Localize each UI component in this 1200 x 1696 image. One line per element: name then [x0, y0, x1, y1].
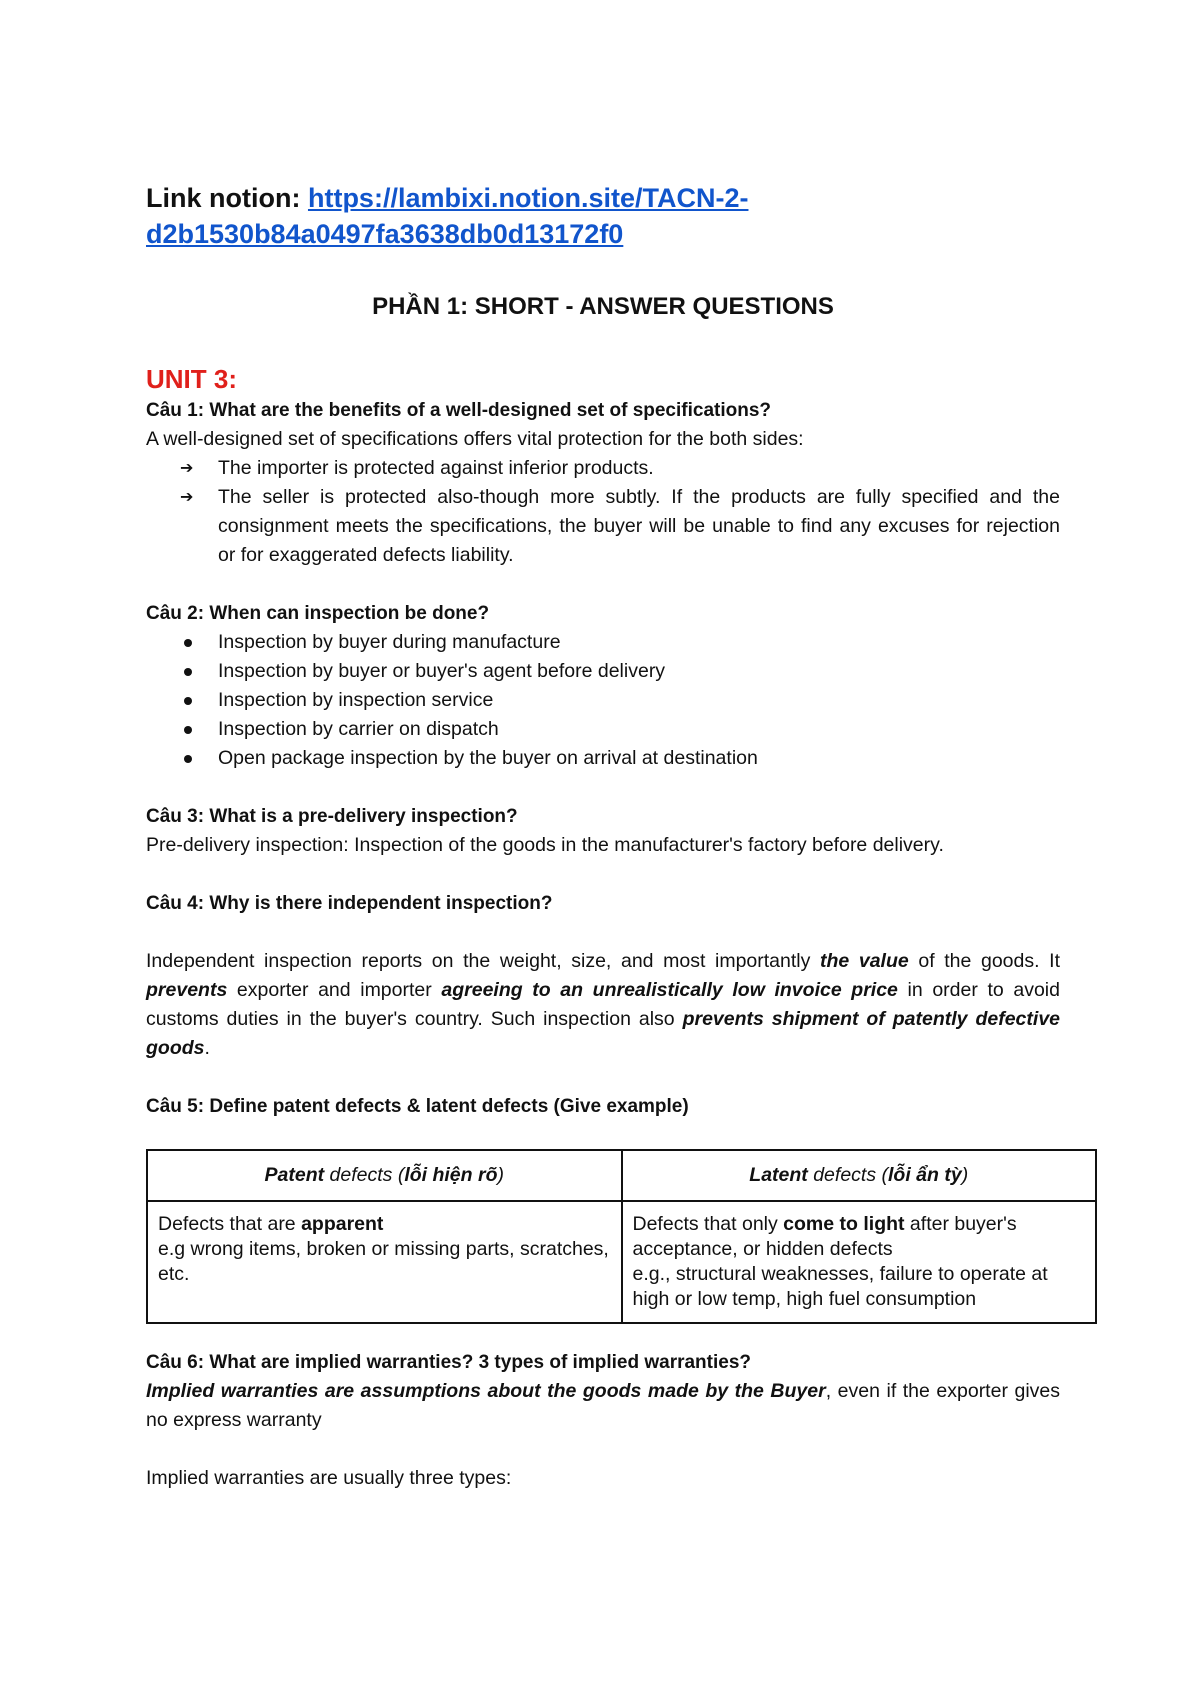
arrow-right-icon: ➔ [180, 460, 194, 477]
answer-4: Independent inspection reports on the weight, size, and most importantly the value of the goods. It prevents exporter and importer agreeing to an unrealistically low invoice price in order to avoid customs duties in the buyer's country. Such inspection also prevents shipment of patently defective goods. [146, 950, 1061, 1059]
list-item: Inspection by buyer or buyer's agent before delivery [218, 657, 1060, 686]
question-4: Câu 4: Why is there independent inspection? [146, 893, 553, 914]
answer-1: A well-designed set of specifications offers vital protection for the both sides: [146, 428, 804, 450]
link-label: Link notion: [146, 183, 308, 213]
notion-link[interactable]: https://lambixi.notion.site/TACN-2- d2b1530b84a0497fa3638db0d13172f0 [146, 183, 749, 249]
list-item: ➔ The seller is protected also-though more subtly. If the products are fully specified and the consignment meets the specifications, the buyer will be unable to find any excuses for rejection or for exaggerated defects liability. [218, 483, 1060, 570]
bullet-dot-icon [184, 639, 192, 647]
bullet-dot-icon [184, 726, 192, 734]
latent-header: Latent defects (lỗi ẩn tỳ) [622, 1150, 1097, 1201]
latent-cell: Defects that only come to light after buyer's acceptance, or hidden defects e.g., structural weaknesses, failure to operate at high or low temp, high fuel consumption [622, 1201, 1097, 1323]
question-5: Câu 5: Define patent defects & latent defects (Give example) [146, 1096, 689, 1117]
bullet-dot-icon [184, 668, 192, 676]
arrow-right-icon: ➔ [180, 489, 194, 506]
answer-1-list [146, 454, 1060, 570]
notion-link-line [146, 180, 1060, 252]
list-item: Open package inspection by the buyer on arrival at destination [218, 744, 1060, 773]
question-6: Câu 6: What are implied warranties? 3 types of implied warranties? [146, 1352, 751, 1373]
question-2: Câu 2: When can inspection be done? [146, 603, 490, 624]
patent-header: Patent defects (lỗi hiện rõ) [147, 1150, 622, 1201]
list-item: Inspection by buyer during manufacture [218, 628, 1060, 657]
table-row [147, 1201, 1096, 1323]
list-item: Inspection by inspection service [218, 686, 1060, 715]
bullet-dot-icon [184, 755, 192, 763]
list-item: ➔ The importer is protected against inferior products. [218, 454, 1060, 483]
answer-3: Pre-delivery inspection: Inspection of the goods in the manufacturer's factory before delivery. [146, 834, 944, 856]
answer-6-line2: Implied warranties are usually three types: [146, 1467, 512, 1489]
question-3: Câu 3: What is a pre-delivery inspection? [146, 806, 518, 827]
list-item: Inspection by carrier on dispatch [218, 715, 1060, 744]
patent-cell: Defects that are apparent e.g wrong items, broken or missing parts, scratches, etc. [147, 1201, 622, 1323]
table-header-row [147, 1150, 1096, 1201]
unit-title: UNIT 3: [146, 364, 237, 394]
document-page [146, 180, 1060, 1493]
defects-table [146, 1149, 1097, 1324]
bullet-dot-icon [184, 697, 192, 705]
part-title: PHẦN 1: SHORT - ANSWER QUESTIONS [372, 293, 834, 320]
answer-6: Implied warranties are assumptions about the goods made by the Buyer, even if the exporter gives no express warranty [146, 1380, 1060, 1431]
answer-2-list [146, 628, 1060, 773]
question-1: Câu 1: What are the benefits of a well-designed set of specifications? [146, 400, 772, 421]
